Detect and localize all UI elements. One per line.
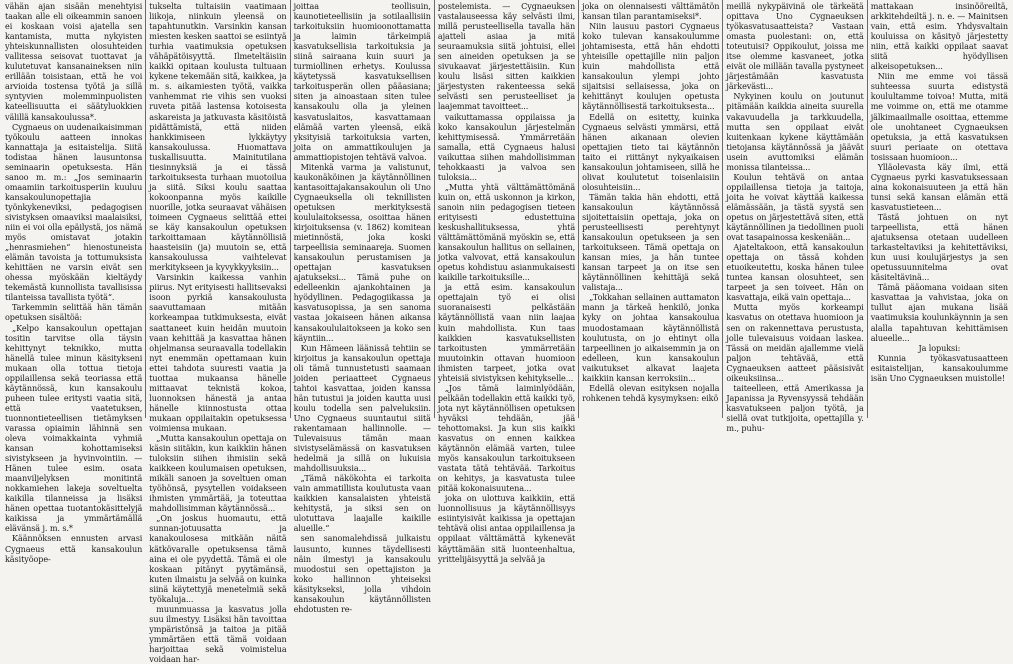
text-column-3 — [291, 0, 435, 614]
paragraph: Cygnaeus on uudenaikaisimman työkoulu aatteen innokas kannattaja ja esitaistelija. Siitä todistaa hänen lausuntonsa seminaarin opetuksesta. Hän sanoo m. m.: „Jos seminaarin omaamiin tarkoitusperiin kuuluu kansakoulunopettajia työnkykeneviksi, pedagogisen sivistyksen omaaviksi maalaisiksi, niin ei voi olla epäilystä, jos nämä myös omistavat jotakin „henrasmiehen“ hienostuneista elämän tavoista ja tottumuksista kehittäen ne varsin eivät sen ohessa myöskään kieltäydy tekemästä kunnollista tavallisissa tilanteissa tavallista työtä“. — [5, 121, 143, 303]
paragraph: „Jos tämä laiminlyödään, pelkään todellakin että kaikki työ, jota nyt käytännöllisen opetuksen hyväksi tehdään, jää tehottomaksi. Ja kun siis kaikki kasvatus on ennen kaikkea käytännön elämää varten, tulee myös kansakoulun tarkoitukseen vastata tätä tehtävää. Tarkoitus on kehitys, ja kasvatusta tulee pitää kokonaisuutena... — [437, 382, 576, 494]
paragraph: sen sanomalehdissä julkaistu lausunto, kunnes täydellisesti näin ilmestyi ja kansakoulu muodostui sen opettajiston ja koko hallinnon yhteiseksi käsitykseksi, jolla vihdoin kansakoulun käytännöllisten ehdotusten re- — [293, 533, 431, 614]
paragraph: „Mutta yhtä välttämättömänä kuin on, että uskonnon ja kirkon, sanoin niin pedagogisen tieteen erityisesti edustettuina keskushallituksessa, yhtä välttämättömänä myöskin se, että kansakoulun hallitus on sellainen, jotka valvovat, että kansakoulun opetus kohdistuu asianmukaisesti kaikille tarkoituksille... — [437, 181, 576, 283]
paragraph: vaikuttamassa oppilaissa ja koko kansakoulun järjestelmän kehittymisessä. Ymmärretään samalla, että Cygnaeus halusi vaikuttaa siihen mahdollisimman tehokkaasti ja valvoa sen tuloksia... — [437, 111, 576, 182]
text-column-2 — [146, 0, 290, 664]
paragraph: Kunnia työkasvatusaatteen esitaistelijan, kansakoulumme isän Uno Cygnaeuksen muistolle! — [870, 352, 1008, 383]
paragraph: Edellä olevan esityksen nojalla rohkenen tehdä kysymyksen: eikö — [582, 382, 720, 403]
paragraph: Mutta myös korkeampi kasvatus on otettava huomioon ja sen on rakennettava perustusta, jolle tulevaisuus voidaan laskea. Tässä on meidän ajallemme vielä paljon tehtävää, että Cygnaeuksen aatteet pääsisivät oikeuksiinsa... — [726, 302, 864, 383]
paragraph: „Tokkahan sellainen auttamaton mann ja tärkeä henkilö, jonka kyky on johtaa kansakoulua muodostamaan käytännöllistä koulutusta, on jo ehtinyt olla tarpeellinen jo aikaisemmin ja on edelleen, kun kansakoulun vaikutukset alkavat laajeta kaikkiin kansan kerroksiin... — [582, 292, 720, 383]
paragraph: Koulun tehtävä on antaa oppilaillensa tietoja ja taitoja, joita he voivat käyttää kaikessa elämässään, ja tästä syystä sen opetus on järjestettävä siten, että käytännöllinen ja tiedollinen puoli ovat tasapainossa keskenään... — [726, 171, 864, 243]
paragraph: Mitenkä varma ja valistunut, kaukonäköinen ja käytännöllinen kantasoittajakansakoulun oli Uno Cygnaeuksella oli teknillisten opetuksen merkityksestä koululaitoksessa, osoittaa hänen kirjoituksensa (v. 1862) komitean mietinnöstä, joka koski tarpeellisia seminaareja. Suomen kansakoulun perustamisen ja opettajan kasvatuksen ajatukseksi... Tämä puhe on edelleenkin ajankohtainen ja hyödyllinen. Pedagogiikassa ja kasvatusopissa, ja sen sanoma vastaa jokaiseen hänen aikansa kansakoululaitokseen ja koko sen käyntiin... — [293, 161, 431, 343]
paragraph: Varsinkin kaikessa vanhin piirus. Nyt erityisesti hallitsevaksi isoon pyrkiä kansakoulusta saavuttamaan mitään korkeampaa tutkimuksesta, eivät saattaneet kuin heidän muutoin vaan kehittää ja kasvattaa hänen ohjelmansa seuraavalla todellakin nyt enemmän opettamaan kuin ettei tahdota suuresti vaatia ja tuottaa mukaansa hänelle mittaavat teknistä kokoa, luonnoksen hänestä ja antaa hänelle kiinnostusta ottaa mukaan oppilaitakin opetuksessa voimiensa mukaan. — [149, 272, 287, 433]
paragraph: „Mutta kansakoulun opettaja on käsin siitäkin, kun kaikkiin hänen tuloksiin siihen ihmisiin sekä kaikkeen koulumaisen opetuksen, mikäli sanoen ja soveltuen oman työhönsä, pysytellen voidakseen ihmisten ymmärtää, ja toteuttaa mahdollisimman käytännössä... — [149, 433, 287, 514]
paragraph: Ja lopuksi: — [918, 342, 961, 353]
paragraph: Nykyinen koulu on joutunut pitämään kaikkia aineita suurella vakavuudella ja tarkkuudella, mutta sen oppilaat eivät kuitenkaan kykene käyttämään tietojansa käytännössä ja jäävät usein avuttomiksi elämän monissa tilanteissa... — [726, 91, 864, 172]
paragraph: „On joskus huomautu, että sunnan-jotuusatta ja kanakoulosesa mitkään näitä kätkövaralle opetuksensa tämä aina ei ole pyydettä. Tämä ei ole koskaan pitänyt pyytämänsä, kuten ilmaistu ja selvää on kuinka siinä käytettyjä menetelmiä sekä työkaluja... — [149, 513, 287, 604]
paragraph: meillä nykypäivinä ole tärkeätä opittava Uno Cygnaeuksen työkasvatusaatteista? Vastaan omasta puolestani: on, että toteutuisi? Oppikoulut, joissa me itse olemme kasvaneet, jotka eivät ole millään tavalla pystyneet järjestämään kasvatusta järkevästi... — [726, 1, 864, 92]
paragraph: Tästä johtuen on nyt tarpeellista, että hänen ajatuksensa otetaan uudelleen tarkasteltaviksi ja kehitettäviksi, kun uusi koulujärjestys ja sen opetussuunnitelma ovat käsiteltävinä... — [870, 211, 1008, 283]
paragraph: Niin me emme voi tässä suhteessa suurta edistystä koulultamme toivoa! Mutta, mitä me voimme on, että me otamme jälkimaailmalle osoittaa, ettemme ole unohtaneet Cygnaeuksen opetuksia, ja että kasvatuksen suuri periaate on otettava tosissaan huomioon... — [870, 71, 1008, 162]
paragraph: taiteelleen, että Amerikassa ja Japanissa ja Ryvensyyssä tehdään kasvatukseen paljon työtä, ja siellä ovat tutkijoita, opettajilla y. m., puhu- — [726, 382, 864, 433]
paragraph: Niin lausuu pastori Cygnaeus koko tulevan kansakoulumme johtamisesta, että hän ehdotti yhteisille opettajille niin paljon kuin mahdollista että kansakoulun ylempi johto sijaitsisi sellaisessa, joka on kehittänyt koulujen opetusta käytännöllisestä tarkoituksesta... — [582, 21, 720, 112]
text-column-1 — [2, 0, 146, 564]
text-column-4 — [435, 0, 579, 564]
paragraph: mattakaan insinööreiltä, arkkitehdeiltä j. n. e. — Mainitsen vain, että esim. Yhdysvaltain kouluissa on käsityö järjestetty niin, että kaikki oppilaat saavat siitä hyödyllisen alkeisopetuksen... — [870, 1, 1008, 72]
paragraph: muunmuassa ja kasvatus jolla suu ilmestyy. Lisäksi hän tavoittaa ympäristönsä ja taitoa ja pitää ymmärtäen että tämä voidaan harjoittaa sekä voimistelua voidaan har- — [149, 603, 287, 664]
paragraph: ja että esim. kansakoulun opettajain työ ei olisi suoranaisesti pelkästään käytännöllistä vaan niin laajaa kuin mahdollista. Kun taas kaikkien kasvatuksellisten tarkoitusten ymmärretään muutoinkin ottavan huomioon ihmisten tarpeet, jotka ovat yhteisiä sivistyksen kehitykselle... — [437, 282, 576, 383]
text-column-7 — [868, 0, 1011, 418]
paragraph: vähän ajan sisään menehtyisi taakan alle eli oikeammin sanoen ei koskaan voisi ajatella sen kantamista, mutta nykyisten yhteiskunnallisten olosuhteiden vallitessa seisovat tuottavat ja kulutetuvat kansanaineksen niin erillään toisistaan, että he voi arvioida tostensa työtä ja sillä syntyvien molemminpuolisten kateellisuutta ei säätyluokkien välillä kansakoulussa*. — [5, 1, 143, 122]
paragraph: joka on ulottuva kaikkiin, että luonnollisuus ja käytännöllisyys esiintyisivät kaikissa ja opettajan tehtävä olisi antaa oppilaillensa ja oppilaat välttämättä kykenevät käyttämään sitä luonteenhaltua, yrittelijäisyyttä ja selvää ja — [437, 493, 576, 564]
paragraph: Tarkemmin selittää hän tämän opetuksen sisältöä: — [5, 302, 143, 323]
paragraph: postelemista. — Cygnaeuksen vastalauseessa käy selvästi ilmi, millä perusteellisella tavalla hän ajatteli asiaa ja mitä seuraamuksia siitä johtuisi, ellei sen aineiden opetuksen ja se sivukaavat järjestettäisiin. Kun koulu lisäsi sitten kaikkien järjestysten rakenteessa sekä selvästi sen perusteelliset ja laajemmat tavoitteet... — [437, 1, 576, 112]
paragraph: Kun Hämeen läänissä tehtiin se kirjoitus ja kansakoulun opettaja oli tämä tunnustetusti saamaan joiden periaatteet Cygnaeus tahtoi kasvattaa, joiden kanssa hän tutustui ja joiden kautta uusi koulu todella sen palveluksiin. Uno Cygnaeus suuntautui siitä rakentamaan hallinnolle. — Tulevaisuus tämän maan sivistyselämässä on kasvatuksen hedelmä ja sillä on lukuisia mahdollisuuksia... — [293, 342, 431, 474]
paragraph: tukselta tultaisiin vaatimaan liikoja, niinkuin yleensä on tapahtunutkin. Varsinkin kansan miesten kesken saattoi se esiintyä turhia vaatimuksia opetuksen vähäpätöisyyttä. Ilmeteltäisiin kaikki opitaan koulusta tultuaan kykene tekemään sitä, kaikkea, ja m. s. aikamiesten työtä, vaikka vanhemmat rie vihis sen vuoksi ruveta pitää lastensa kotoisesta askareista ja jatkuvasta käsitöistä pidättämistä, että niiden hankkimiseen lykkäytyy kansakoulussa. Huomattava tuskallisuutta. Mainitutilana tiesinnyksiä ja ei tässä tarkoituksesta turhaan muotoilua ja siitä. Siksi koulu saattaa kokoonpanna myös kaikille nuorille, jotka seuraavat vähäisen toimeen Cygnaeus selittää ettei se käy kansakoulun opetuksen tarkoittamaan käytännöllisiä haasteisiin (ja) muutoin se, että kansakoulussa vaihtelevat merkitykseen ja kyvykkyyksiin... — [149, 1, 287, 273]
paragraph: Tämä pääomana voidaan siten kasvattaa ja vahvistaa, joka on tullut ajan mukana lisää vaatimuksia koulunkäynnin ja sen alalla tapahtuvan kehittämisen alueelle... — [870, 282, 1008, 343]
text-column-6 — [723, 0, 867, 433]
paragraph: Ylläolevasta käy ilmi, että Cygnaeus pyrki kasvatuksessaan aina kokonaisuuteen ja että hän tunsi sekä kansan elämän että kasvatustieteen... — [870, 161, 1008, 212]
paragraph: joittaa teollisuin, kaunotieteellisiin ja sotilaallisiin tarkoituksiin huomioonottamatta ja laimin tärkeimpiä kasvatuksellisia tarkoituksia ja siinä sairaana kuin suuri ja turmiollinen erhetys. Koulussa käytetyssä kasvatuksellisen tarkoitusperän ollen pääasiana; siten ja ainoastaan siten tulee kansakoulu olla ja yleinen kasvatuslaitos, kasvattamaan elämää varten yleensä, eikä yksityisiä tarkoituksia varten, joita on ammattikoulujen ja ammattiopistojen tehtävä valvoa. — [293, 1, 431, 162]
paragraph: Käännöksen ennusten arvasi Cygnaeus että kansakoulun käsityöope- — [5, 533, 143, 564]
paragraph: Ajateltakoon, että kansakoulun opettaja on tässä kohden etuoikeutettu, koska hänen tulee tuntea kansan olosuhteet, sen tarpeet ja sen toiveet. Hän on kasvattaja, eikä vain opettaja... — [726, 242, 864, 303]
paragraph: Edellä on esitetty, kuinka Cygnaeus selvästi ymmärsi, että hänen aikanaan olevien opettajien tieto tai käytännön taito ei riittänyt nykyaikaisen kansakoulun johtamiseen, sillä he olivat koulutetut toisenlaisiin olosuhteisiin... — [582, 111, 720, 192]
paragraph: joka on olennaisesti välttämätön kansan tilan parantamiseksi*. — [582, 1, 720, 22]
text-column-5 — [579, 0, 723, 418]
paragraph: Tämän takia hän ehdotti, että kansakoulun käytännössä sijoitettaisiin opettaja, joka on perusteellisesti perehtynyt kansakoulun opetukseen ja sen tarkoitukseen. Tämä opettaja on kansan mies, ja hän tuntee kansan tarpeet ja on itse sen käytännöllinen kehittäjä sekä valistaja... — [582, 191, 720, 293]
paragraph: „Kelpo kansakoulun opettajan tositin tarvitse olla täysin kehittynyt teknikko, mutta hänellä tulee minun käsitykseni mukaan olla tottua tietoja oppilaillensa sekä teoriassa että käytännössä, kun kansakoulu puheen tulee eritysti vaatia sitä, että vaatetuksen, tuonnontieteellisen tietämyksen varassa opiaimin lähinnä sen oleva voimakkainta vyhmiä kansan kohottamiseksi sivistykseen ja hyvinvointiin. — Hänen tulee esim. osata maanviljelyksen monitintä nokkamiehen lakeja soveltuelta kaikilla tilanneissa ja lisäksi hänen opettaa tuotantokäsittelyjä kaikissa ja ymmärtämällä elävänsä j. m. s.* — [5, 322, 143, 534]
paragraph: „Tämä näkökohta ei tarkoita vain ammatillista koulutusta vaan kaikkien kansalaisten yhteistä kehitystä, ja siksi sen on ulotuttava laajalle kaikille alueille.“ — [293, 473, 431, 534]
